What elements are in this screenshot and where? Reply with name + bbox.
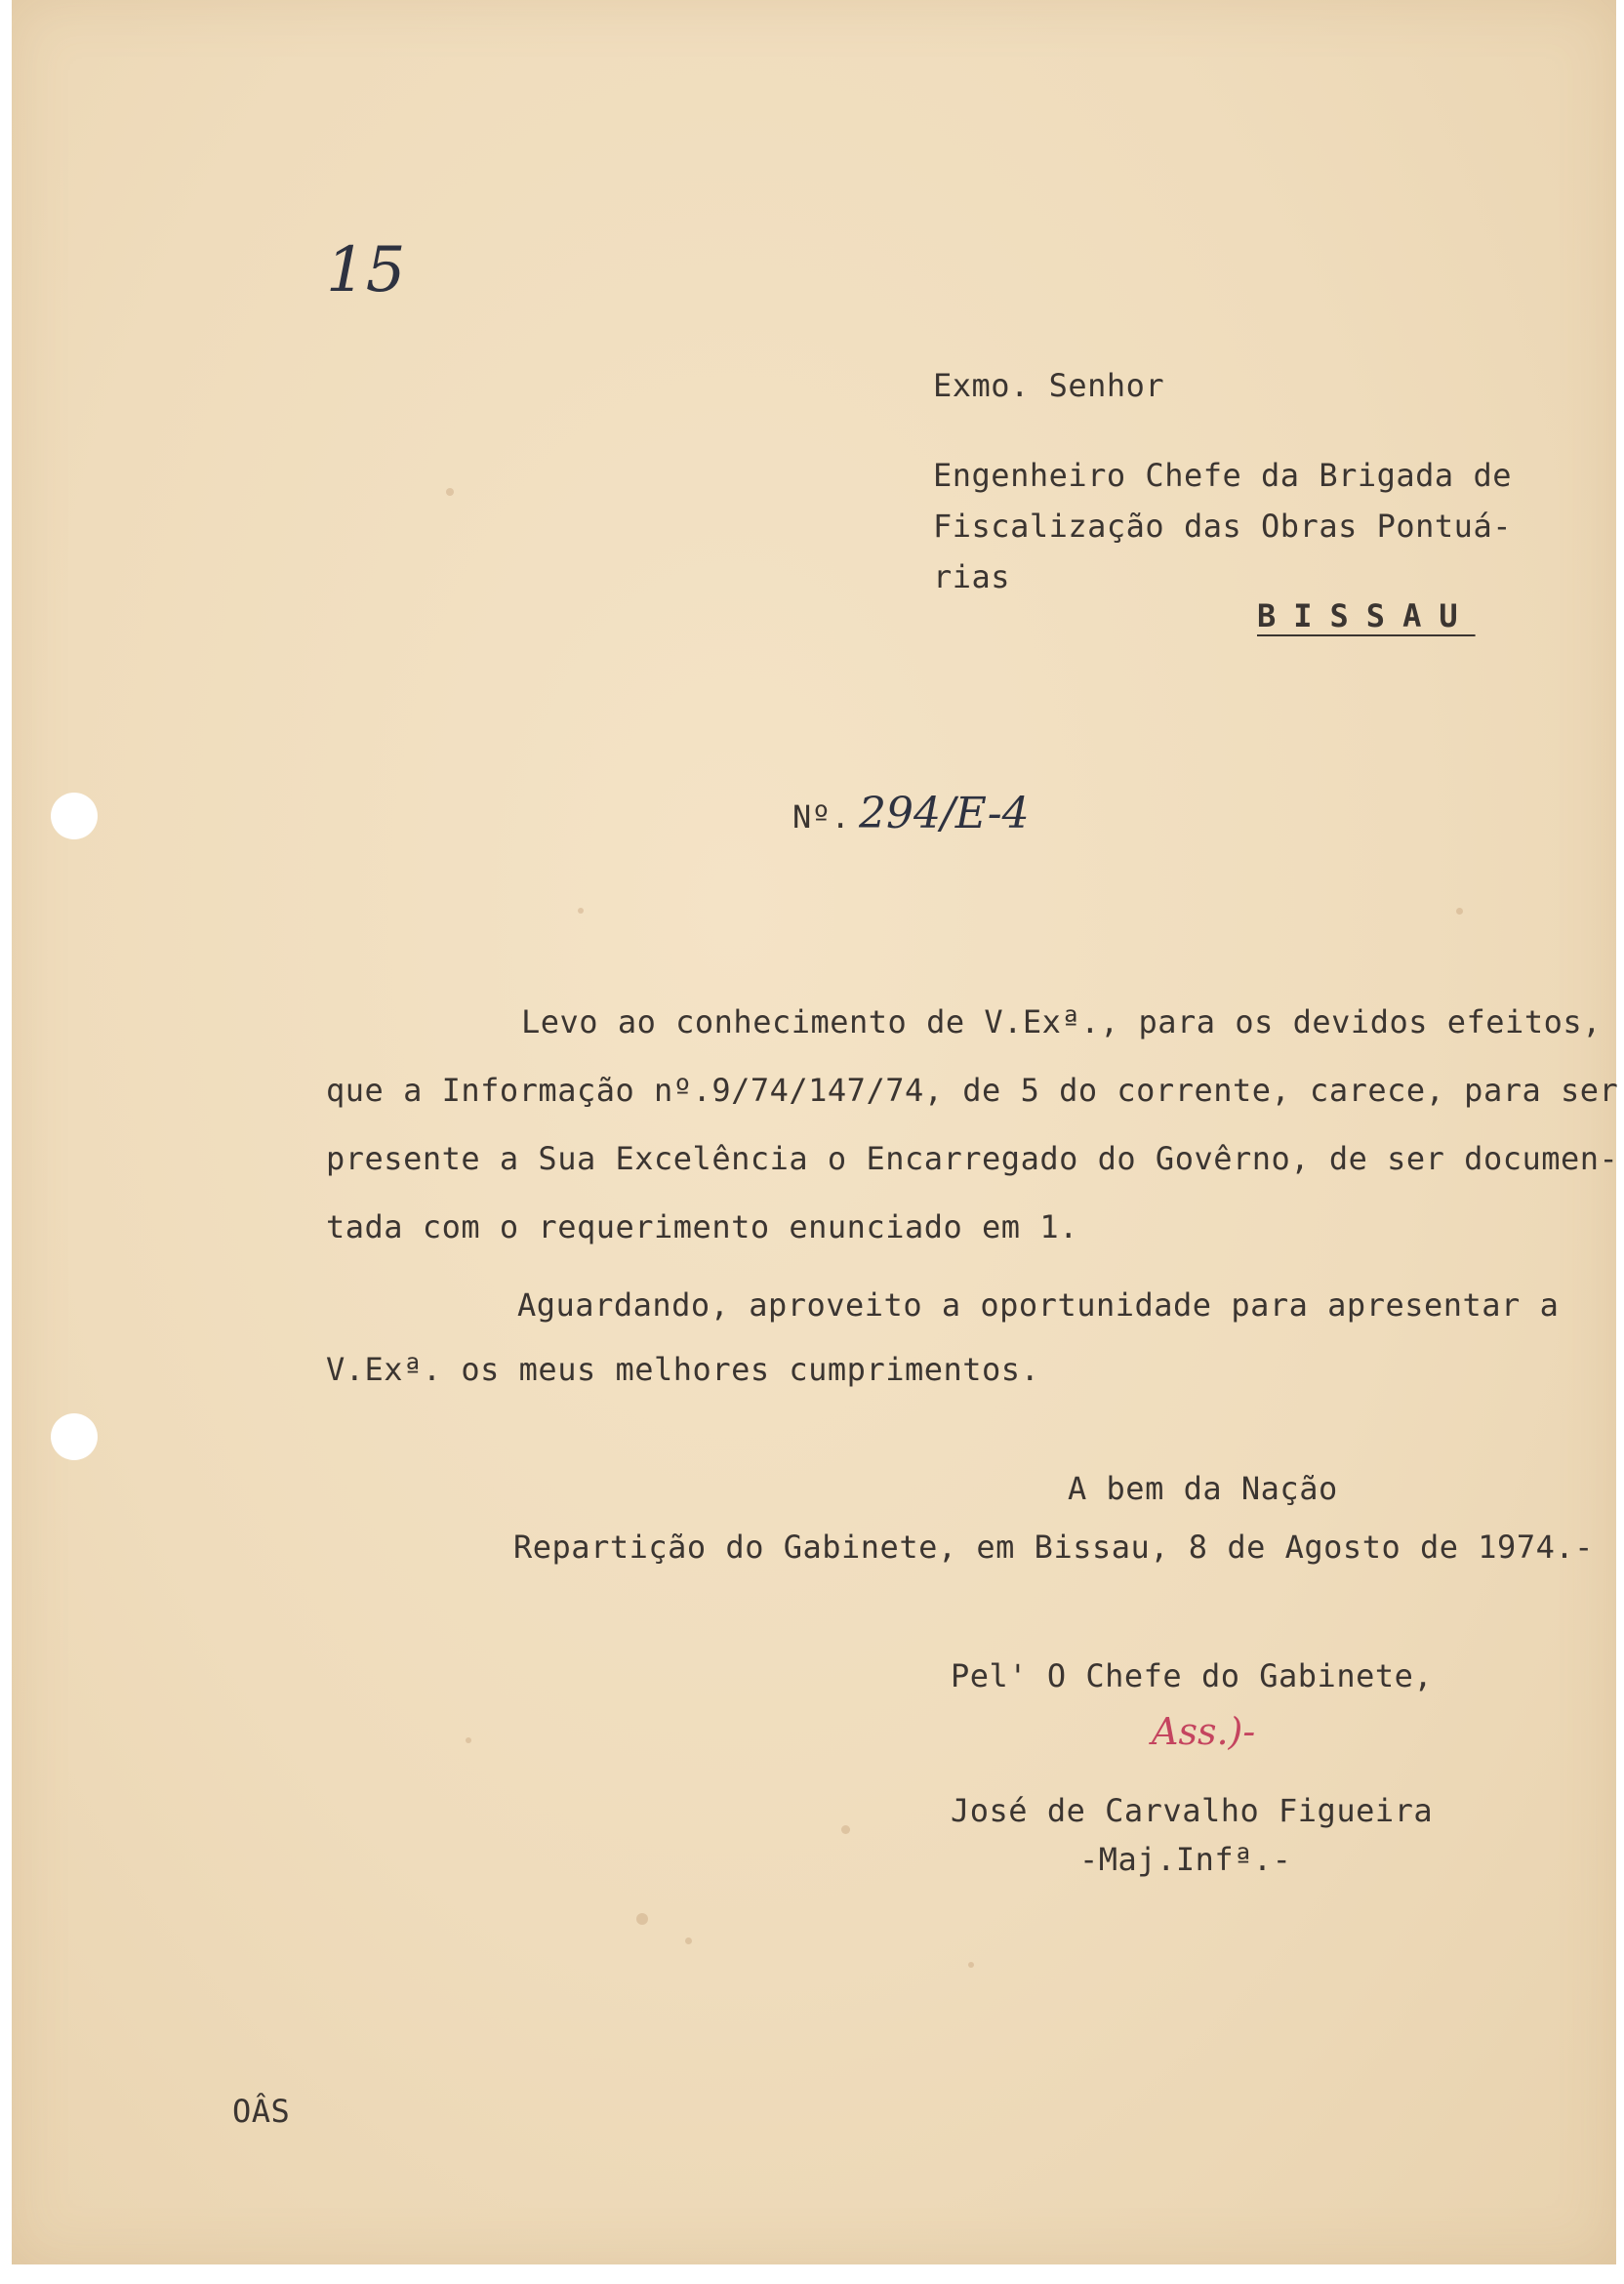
margin-mark: 15	[326, 234, 406, 306]
document-page	[12, 0, 1619, 2264]
punch-hole	[51, 793, 98, 839]
stain-spot	[636, 1913, 648, 1925]
motto: A bem da Nação	[1068, 1470, 1338, 1507]
body-line: tada com o requerimento enunciado em 1.	[326, 1208, 1078, 1245]
stain-spot	[968, 1962, 974, 1968]
closing-line: V.Exª. os meus melhores cumprimentos.	[326, 1351, 1040, 1388]
typist-initials: OÂS	[232, 2093, 291, 2130]
stain-spot	[446, 488, 454, 496]
addressee-line: Fiscalização das Obras Pontuá-	[933, 508, 1512, 545]
salutation: Exmo. Senhor	[933, 367, 1165, 404]
stain-spot	[578, 908, 584, 914]
signed-mark: Ass.)-	[1152, 1710, 1256, 1753]
signer-rank: -Maj.Infª.-	[1079, 1841, 1292, 1878]
stain-spot	[466, 1737, 471, 1743]
stain-spot	[1456, 908, 1463, 915]
place-date: Repartição do Gabinete, em Bissau, 8 de Agosto de 1974.-	[513, 1529, 1594, 1566]
addressee-line: Engenheiro Chefe da Brigada de	[933, 457, 1512, 494]
stain-spot	[841, 1825, 850, 1834]
body-line: que a Informação nº.9/74/147/74, de 5 do corrente, carece, para ser	[326, 1072, 1619, 1109]
reference-number: 294/E-4	[859, 789, 1030, 838]
signer-name: José de Carvalho Figueira	[951, 1792, 1434, 1829]
body-line: Levo ao conhecimento de V.Exª., para os devidos efeitos,	[521, 1003, 1602, 1040]
closing-line: Aguardando, aproveito a oportunidade para apresentar a	[517, 1286, 1560, 1324]
addressee-city: BISSAU	[1257, 597, 1476, 634]
addressee-line: rias	[933, 558, 1011, 595]
body-line: presente a Sua Excelência o Encarregado do Govêrno, de ser documen-	[326, 1140, 1619, 1177]
signature-title: Pel' O Chefe do Gabinete,	[951, 1657, 1434, 1694]
reference-prefix: Nº.	[792, 798, 851, 836]
stain-spot	[685, 1937, 692, 1944]
punch-hole	[51, 1413, 98, 1460]
